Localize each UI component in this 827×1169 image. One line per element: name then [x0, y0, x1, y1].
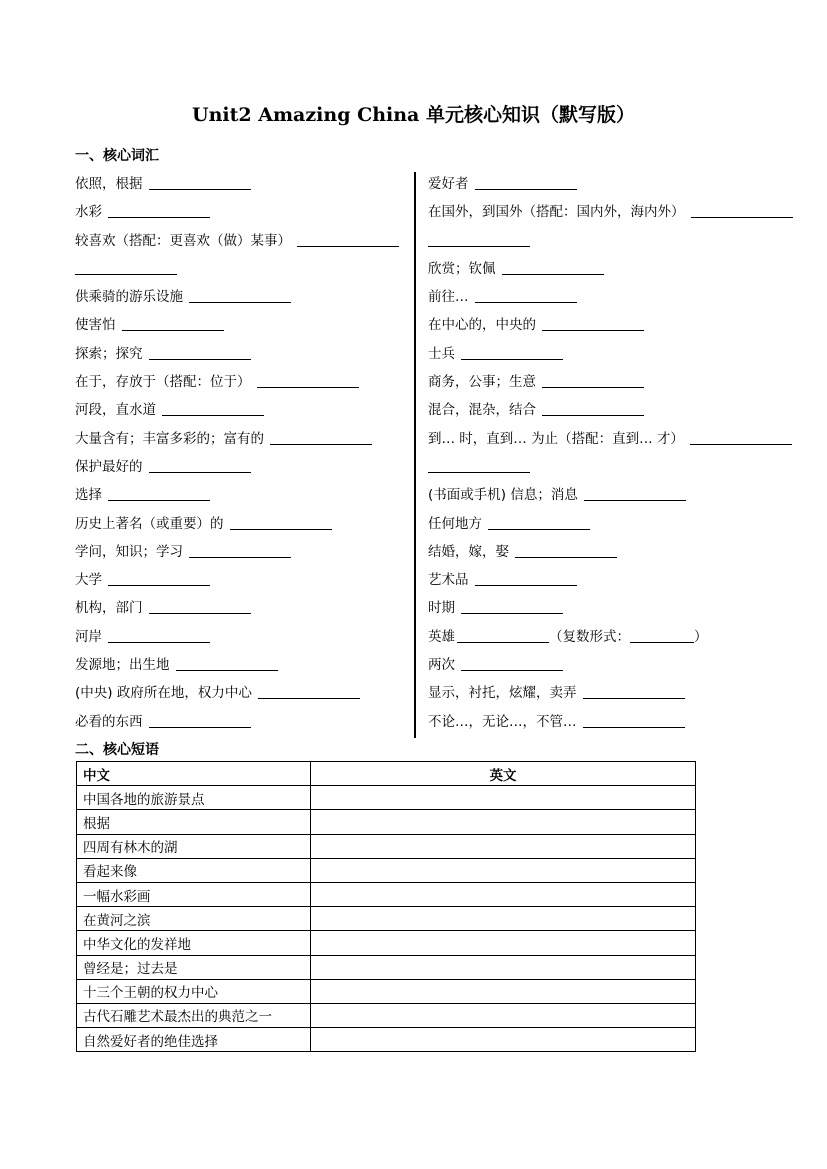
answer-blank[interactable] [149, 359, 251, 360]
vocab-label: 历史上著名（或重要）的 [75, 515, 224, 532]
vocab-item [428, 679, 728, 707]
vocab-label: 显示，衬托，炫耀，卖弄 [428, 685, 577, 702]
vocab-label: 到… 时，直到… 为止（搭配：直到… 才） [428, 430, 684, 447]
vocab-item [75, 311, 405, 339]
vocab-item [75, 708, 405, 736]
vocab-label: (中央) 政府所在地，权力中心 [75, 685, 252, 702]
plural-form-close: ） [694, 628, 708, 645]
answer-blank[interactable] [542, 330, 644, 331]
vocab-label: 探索；探究 [75, 345, 143, 362]
vocab-label: 较喜欢（搭配：更喜欢（做）某事） [75, 232, 291, 249]
phrase-chinese-cell: 一幅水彩画 [77, 882, 311, 906]
table-header-row [77, 762, 696, 786]
table-row [77, 834, 696, 858]
vocab-item [428, 538, 728, 566]
vocab-label: 使害怕 [75, 317, 116, 334]
vocab-item [428, 453, 728, 481]
answer-blank[interactable] [542, 387, 644, 388]
answer-blank[interactable] [108, 585, 210, 586]
table-row [77, 955, 696, 979]
vocab-item [75, 283, 405, 311]
vocab-label: 水彩 [75, 204, 102, 221]
vocab-item [428, 566, 728, 594]
vocab-item [428, 368, 728, 396]
vocab-label: 河岸 [75, 628, 102, 645]
answer-blank[interactable] [189, 557, 291, 558]
vocab-item [75, 623, 405, 651]
answer-blank[interactable] [257, 387, 359, 388]
vocab-item [428, 481, 728, 509]
table-row [77, 907, 696, 931]
vocab-label: 依照，根据 [75, 176, 143, 192]
answer-blank[interactable] [176, 670, 278, 671]
vocab-label: 发源地；出生地 [75, 657, 170, 674]
answer-blank[interactable] [583, 727, 685, 728]
vocab-label: 机构，部门 [75, 600, 143, 617]
vocab-label: 大学 [75, 572, 102, 589]
plural-form-label: （复数形式： [549, 628, 630, 645]
vocab-label: 在中心的，中央的 [428, 317, 536, 334]
phrase-chinese-cell: 四周有林木的湖 [77, 834, 311, 858]
vocab-item [75, 566, 405, 594]
vocab-label: 艺术品 [428, 572, 469, 589]
vocab-item [75, 340, 405, 368]
answer-blank[interactable] [189, 302, 291, 303]
vocab-item [428, 340, 728, 368]
vocab-item [75, 425, 405, 453]
answer-blank[interactable] [583, 698, 685, 699]
phrase-chinese-cell: 在黄河之滨 [77, 907, 311, 931]
vocab-label: 任何地方 [428, 515, 482, 532]
vocab-label: 两次 [428, 657, 455, 674]
vocab-label: 学问，知识；学习 [75, 543, 183, 560]
phrase-chinese-cell: 根据 [77, 810, 311, 834]
vocab-item [75, 227, 405, 255]
vocab-item [428, 396, 728, 424]
vocab-item [75, 651, 405, 679]
vocab-label: 不论…，无论…，不管… [428, 713, 577, 730]
answer-blank[interactable] [461, 359, 563, 360]
answer-blank[interactable] [584, 500, 686, 501]
vocab-item [75, 481, 405, 509]
vocab-item [75, 538, 405, 566]
phrase-chinese-cell: 自然爱好者的绝佳选择 [77, 1028, 311, 1052]
answer-blank[interactable] [515, 557, 617, 558]
answer-blank[interactable] [270, 444, 372, 445]
section-heading-phrases: 二、核心短语 [75, 742, 159, 758]
answer-blank[interactable] [457, 642, 549, 643]
vocab-label: 士兵 [428, 345, 455, 362]
vocab-label: 必看的东西 [75, 713, 143, 730]
phrase-english-answer-cell[interactable] [311, 882, 696, 906]
vocab-label: 英雄 [428, 628, 455, 645]
answer-blank[interactable] [488, 529, 590, 530]
vocab-item [428, 623, 728, 651]
phrase-english-answer-cell[interactable] [311, 858, 696, 882]
vocab-label: 结婚，嫁，娶 [428, 543, 509, 560]
vocab-label: 商务，公事；生意 [428, 374, 536, 391]
vocab-label: 欣赏；钦佩 [428, 260, 496, 277]
table-row [77, 882, 696, 906]
answer-blank[interactable] [475, 302, 577, 303]
answer-blank[interactable] [542, 415, 644, 416]
phrase-chinese-cell: 中华文化的发祥地 [77, 931, 311, 955]
phrase-english-answer-cell[interactable] [311, 1003, 696, 1027]
plural-answer-blank[interactable] [630, 642, 694, 643]
table-row [77, 1028, 696, 1052]
vocab-item [428, 425, 728, 453]
vocab-item [428, 283, 728, 311]
vocab-label: 保护最好的 [75, 458, 143, 475]
phrase-english-answer-cell[interactable] [311, 931, 696, 955]
answer-blank[interactable] [691, 217, 793, 218]
answer-blank[interactable] [162, 415, 264, 416]
phrase-chinese-cell: 十三个王朝的权力中心 [77, 979, 311, 1003]
vocab-item [428, 170, 728, 198]
vocab-column-right [428, 170, 728, 736]
answer-blank[interactable] [149, 472, 251, 473]
vocab-item [428, 510, 728, 538]
phrase-english-answer-cell[interactable] [311, 1028, 696, 1052]
column-divider [414, 172, 416, 738]
answer-blank[interactable] [122, 330, 224, 331]
table-row [77, 979, 696, 1003]
vocab-label: 在国外，到国外（搭配：国内外，海内外） [428, 204, 685, 221]
answer-blank[interactable] [149, 727, 251, 728]
header-english: 英文 [311, 762, 696, 786]
vocab-label: (书面或手机) 信息；消息 [428, 487, 578, 504]
answer-blank[interactable] [297, 246, 399, 247]
table-row [77, 858, 696, 882]
vocab-item [428, 708, 728, 736]
vocab-item [75, 594, 405, 622]
table-row [77, 931, 696, 955]
phrase-chinese-cell: 古代石雕艺术最杰出的典范之一 [77, 1003, 311, 1027]
vocab-column-left [75, 170, 405, 736]
answer-blank[interactable] [108, 642, 210, 643]
answer-blank[interactable] [149, 613, 251, 614]
vocab-label: 选择 [75, 487, 102, 504]
page-title: Unit2 Amazing China 单元核心知识（默写版） [192, 104, 635, 126]
vocab-item [75, 679, 405, 707]
phrase-chinese-cell: 中国各地的旅游景点 [77, 786, 311, 810]
answer-blank[interactable] [428, 246, 530, 247]
vocab-item [75, 255, 405, 283]
answer-blank[interactable] [690, 444, 792, 445]
vocab-label: 在于，存放于（搭配：位于） [75, 374, 251, 391]
phrase-english-answer-cell[interactable] [311, 786, 696, 810]
answer-blank[interactable] [461, 613, 563, 614]
vocab-label: 时期 [428, 600, 455, 617]
table-row [77, 810, 696, 834]
table-row [77, 1003, 696, 1027]
answer-blank[interactable] [108, 217, 210, 218]
phrase-english-answer-cell[interactable] [311, 907, 696, 931]
answer-blank[interactable] [475, 585, 577, 586]
phrase-english-answer-cell[interactable] [311, 955, 696, 979]
vocab-item [428, 594, 728, 622]
vocab-label: 前往… [428, 289, 469, 306]
vocab-item [428, 311, 728, 339]
vocab-item [428, 198, 728, 226]
table-row [77, 786, 696, 810]
phrase-chinese-cell: 看起来像 [77, 858, 311, 882]
phrase-chinese-cell: 曾经是；过去是 [77, 955, 311, 979]
phrase-english-answer-cell[interactable] [311, 834, 696, 858]
vocab-item [428, 255, 728, 283]
vocab-item [75, 453, 405, 481]
answer-blank[interactable] [75, 274, 177, 275]
vocab-item [428, 651, 728, 679]
answer-blank[interactable] [428, 472, 530, 473]
vocab-item [75, 198, 405, 226]
answer-blank[interactable] [502, 274, 604, 275]
section-heading-vocabulary: 一、核心词汇 [75, 148, 159, 164]
answer-blank[interactable] [461, 670, 563, 671]
header-chinese: 中文 [77, 762, 311, 786]
vocab-item [75, 368, 405, 396]
vocab-label: 供乘骑的游乐设施 [75, 289, 183, 306]
phrase-table [76, 761, 696, 1052]
phrase-english-answer-cell[interactable] [311, 979, 696, 1003]
vocab-item [75, 510, 405, 538]
vocab-label: 混合，混杂，结合 [428, 402, 536, 419]
vocab-label: 河段，直水道 [75, 402, 156, 419]
answer-blank[interactable] [258, 698, 360, 699]
vocab-item [75, 396, 405, 424]
answer-blank[interactable] [108, 500, 210, 501]
vocab-item [75, 170, 405, 198]
vocab-label: 爱好者 [428, 176, 469, 192]
answer-blank[interactable] [475, 189, 577, 190]
vocab-label: 大量含有；丰富多彩的；富有的 [75, 430, 264, 447]
answer-blank[interactable] [230, 529, 332, 530]
answer-blank[interactable] [149, 189, 251, 190]
phrase-english-answer-cell[interactable] [311, 810, 696, 834]
vocab-item [428, 227, 728, 255]
